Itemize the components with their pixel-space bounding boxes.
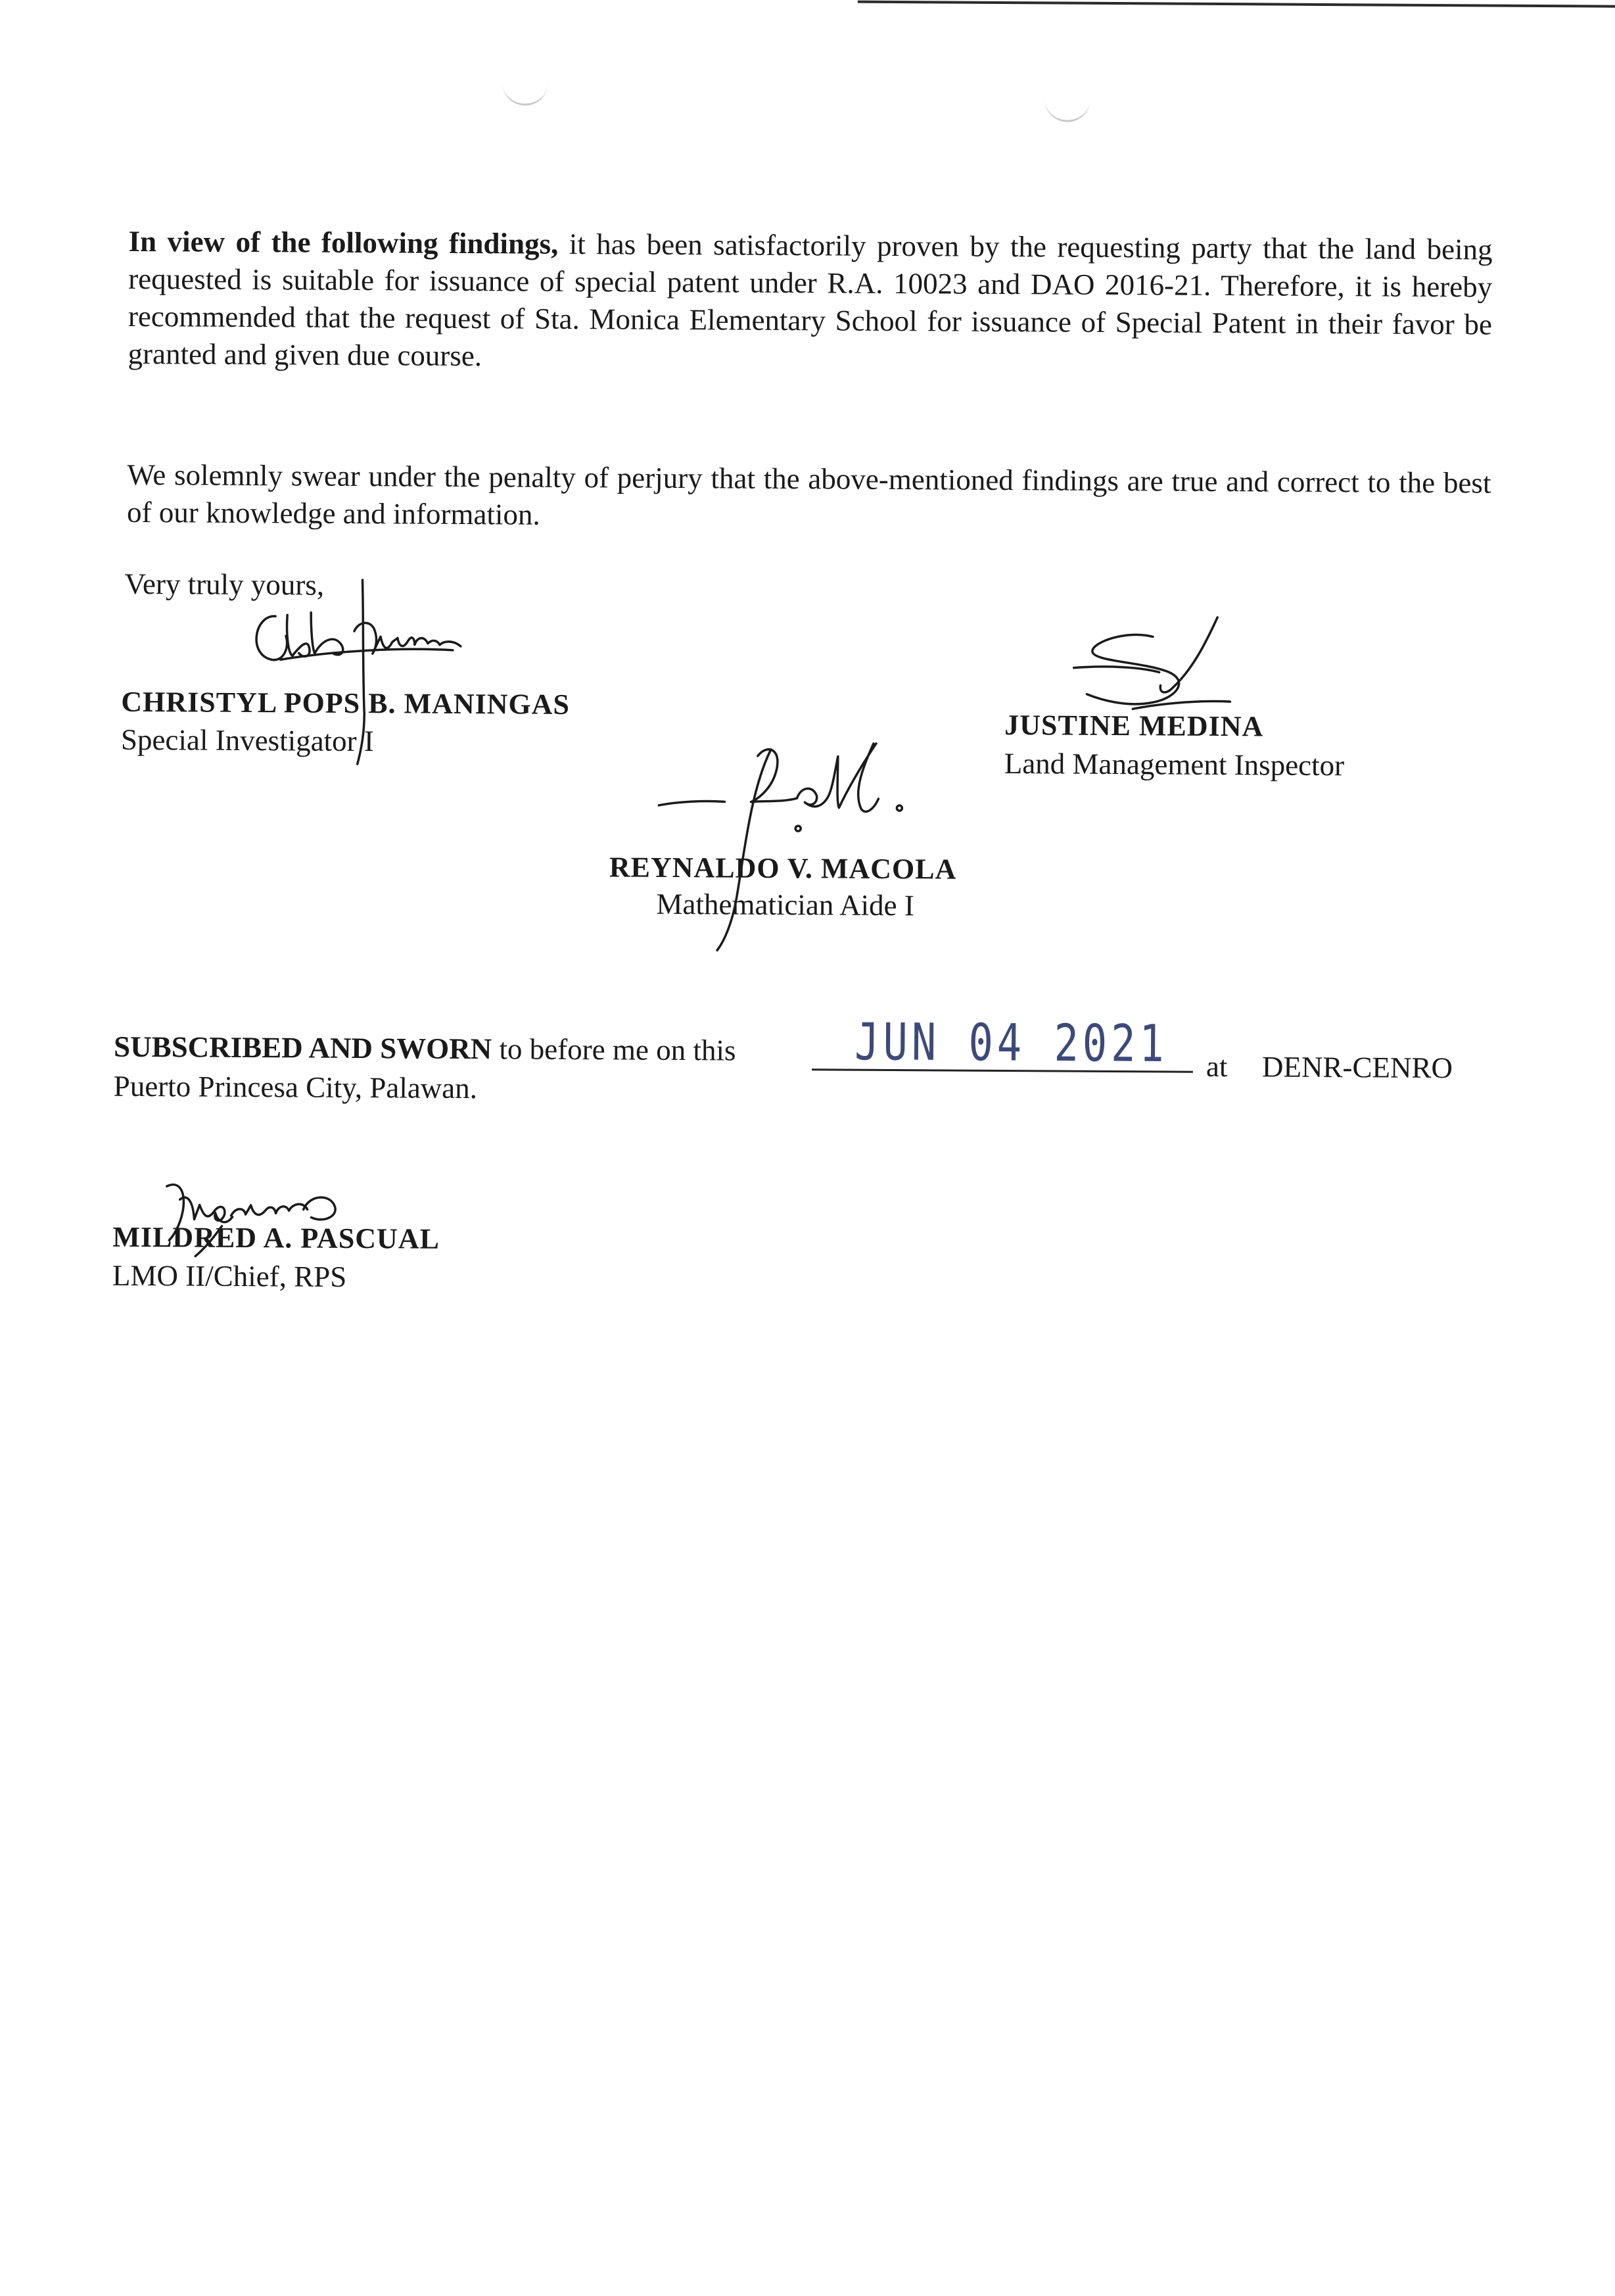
aide-name: REYNALDO V. MACOLA: [609, 851, 957, 886]
inspector-title: Land Management Inspector: [1004, 747, 1345, 782]
jurat-at: at: [1205, 1049, 1228, 1084]
jurat-statement: [114, 1030, 736, 1068]
investigator-name: CHRISTYL POPS B. MANINGAS: [121, 685, 571, 721]
jurat-lead: SUBSCRIBED AND SWORN: [113, 1030, 492, 1066]
aide-title: Mathematician Aide I: [656, 887, 915, 922]
chief-title: LMO II/Chief, RPS: [112, 1258, 347, 1293]
oath-paragraph: We solemnly swear under the penalty of perjury that the above-mentioned findings are true and correct to the best of our knowledge and information.: [126, 458, 1491, 531]
findings-text: it has been satisfactorily proven by the requesting party that the land being requested is suitable for issuance of special patent under R.A. 10023 and DAO 2016-21. Therefore, it is hereby recommended that the request of Sta. Monica Elementary School for issuance of Special Patent in their favor be granted and given due course.: [128, 227, 1493, 373]
chief-name: MILDRED A. PASCUAL: [112, 1220, 440, 1255]
jurat-office: DENR-CENRO: [1261, 1050, 1453, 1085]
closing-salutation: Very truly yours,: [124, 567, 325, 602]
punch-hole-mark: [1044, 92, 1090, 122]
top-edge-rule: [858, 1, 1615, 8]
jurat-text: to before me on this: [492, 1032, 736, 1067]
inspector-name: JUSTINE MEDINA: [1004, 709, 1264, 743]
date-stamp: JUN 04 2021: [854, 1011, 1169, 1074]
findings-lead: In view of the following findings,: [128, 224, 559, 260]
jurat-place: Puerto Princesa City, Palawan.: [113, 1069, 478, 1105]
findings-paragraph: [128, 223, 1492, 381]
investigator-title: Special Investigator I: [120, 723, 375, 758]
punch-hole-mark: [502, 76, 548, 105]
